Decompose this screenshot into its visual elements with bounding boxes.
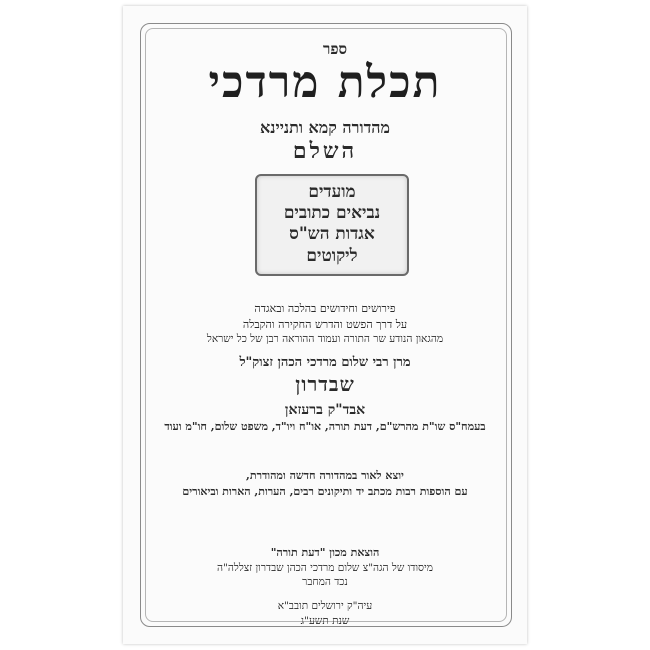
additions-line: עם הוספות רבות מכתב יד ותיקונים רבים, הערות, הארות וביאורים bbox=[182, 485, 468, 498]
contents-line-likutim: ליקוטים bbox=[306, 246, 358, 266]
publisher-line: הוצאת מכון "דעת תורה" bbox=[270, 546, 380, 559]
place-line: עיה"ק ירושלים תובב"א bbox=[277, 600, 373, 612]
new-edition-line: יוצא לאור במהדורה חדשה ומהודרת, bbox=[246, 469, 404, 482]
year-line: שנת תשע"ג bbox=[300, 615, 350, 627]
description-line-2: על דרך הפשט והדרש החקירה והקבלה bbox=[242, 318, 408, 331]
author-rank: אבד"ק ברעזאן bbox=[284, 402, 366, 418]
edition-subtitle: מהדורה קמא ותניינא bbox=[260, 118, 390, 137]
author-name: מרן רבי שלום מרדכי הכהן זצוק"ל bbox=[239, 355, 411, 370]
contents-box bbox=[255, 174, 409, 276]
contents-line-neviim-ketuvim: נביאים כתובים bbox=[283, 203, 381, 223]
author-surname: שבדרון bbox=[295, 372, 355, 396]
descendant-line: נכד המחבר bbox=[302, 576, 348, 588]
book-title: תכלת מרדכי bbox=[208, 57, 442, 108]
sefer-label: ספר bbox=[323, 40, 348, 58]
author-works: בעמח"ס שו"ת מהרש"ם, דעת תורה, או"ח ויו"ד, משפט שלום, חו"מ ועוד bbox=[164, 420, 486, 433]
complete-label: השלם bbox=[292, 138, 358, 164]
contents-line-agadot: אגדות הש"ס bbox=[289, 224, 375, 244]
founder-line: מיסודו של הגה"צ שלום מרדכי הכהן שבדרון זצללה"ה bbox=[217, 562, 433, 574]
book-cover-page bbox=[123, 6, 527, 644]
description-line-3: מהגאון הנודע שר התורה ועמוד ההוראה רבן של כל ישראל bbox=[206, 333, 444, 345]
contents-line-moadim: מועדים bbox=[308, 182, 356, 202]
description-line-1: פירושים וחידושים בהלכה ובאגדה bbox=[254, 302, 396, 315]
